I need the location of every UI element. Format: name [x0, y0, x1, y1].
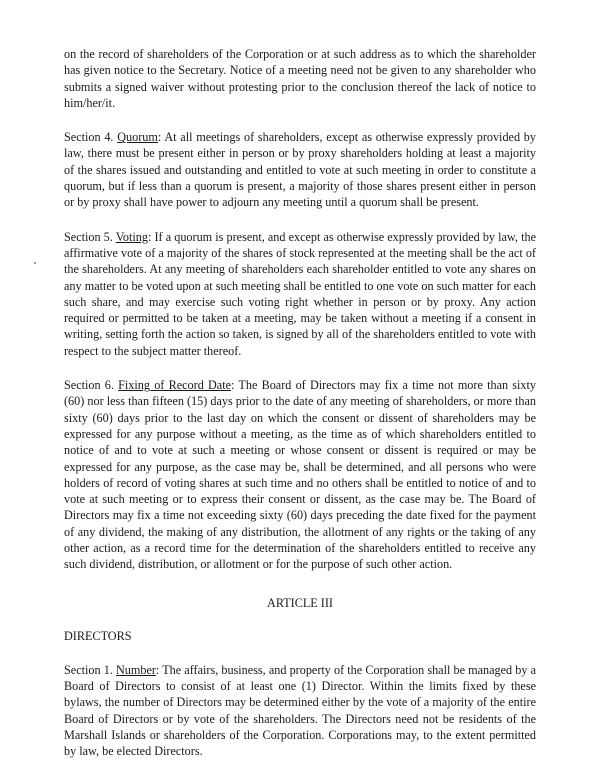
section-4-quorum [64, 129, 536, 210]
section-4-title: Quorum [117, 130, 158, 145]
section-5-body: : If a quorum is present, and except as otherwise expressly provided by law, the affirmative vote of a majority of the shares of stock represented at the meeting shall be the act of the shareholders. At any meeting of shareholders each shareholder entitled to vote any shares on any matter to be voted upon at such meeting shall be entitled to one vote on such matter for each such share, and may exercise such voting right whether in person or by proxy. Any action required or permitted to be taken at a meeting, may be taken without a meeting if a consent in writing, setting forth the action so taken, is signed by all of the shareholders entitled to vote with respect to the subject matter thereof. [64, 229, 536, 358]
section-4-prefix: Section 4. [64, 130, 118, 145]
paragraph-notice-continuation: on the record of shareholders of the Corporation or at such address as to which the shareholder has given notice to the Secretary. Notice of a meeting need not be given to any shareholder who submits a signed waiver without protesting prior to the conclusion thereof the lack of notice to him/her/it. [64, 47, 536, 110]
section-5-title: Voting [115, 229, 148, 244]
article-title: DIRECTORS [64, 628, 132, 643]
section-1-prefix: Section 1. [64, 662, 116, 677]
scan-speck [34, 262, 36, 264]
article-heading: ARTICLE III [267, 595, 333, 610]
section-5-prefix: Section 5. [64, 229, 116, 244]
section-1-body: : The affairs, business, and property of the Corporation shall be managed by a Board of Directors to consist of at least one (1) Director. Within the limits fixed by these bylaws, the number of Directors may be determined either by the vote of a majority of the entire Board of Directors or by vote of the shareholders. The Directors need not be residents of the Marshall Islands or shareholders of the Corporation. Corporations may, to the extent permitted by law, be elected Directors. [64, 662, 536, 759]
section-5-voting [64, 229, 536, 359]
section-6-body: : The Board of Directors may fix a time not more than sixty (60) nor less than fifteen (15) days prior to the date of any meeting of shareholders, or more than sixty (60) days prior to the last day on which the consent or dissent of shareholders may be expressed for any purpose without a meeting, as the time as of which shareholders entitled to notice of and to vote at such a meeting or whose consent or dissent is required or may be expressed for any purpose, as the case may be, shall be determined, and all persons who were holders of record of voting shares at such time and no others shall be entitled to notice of and to vote at such meeting or to express their consent or dissent, as the case may be. The Board of Directors may fix a time not exceeding sixty (60) days preceding the date fixed for the payment of any dividend, the making of any distribution, the allotment of any rights or the taking of any other action, as a record time for the determination of the shareholders entitled to receive any such dividend, distribution, or allotment or for the purpose of such other action. [64, 378, 536, 572]
section-1-title: Number [115, 662, 156, 677]
section-1-number [64, 662, 536, 760]
section-6-record-date [64, 377, 536, 573]
section-6-title: Fixing of Record Date [118, 378, 232, 393]
section-6-prefix: Section 6. [64, 378, 119, 393]
section-4-body: : At all meetings of shareholders, except as otherwise expressly provided by law, there must be present either in person or by proxy shareholders holding at least a majority of the shares issued and outstanding and entitled to vote at such meeting in order to constitute a quorum, but if less than a quorum is present, a majority of those shares present either in person or by proxy shall have power to adjourn any meeting until a quorum shall be present. [64, 130, 536, 210]
